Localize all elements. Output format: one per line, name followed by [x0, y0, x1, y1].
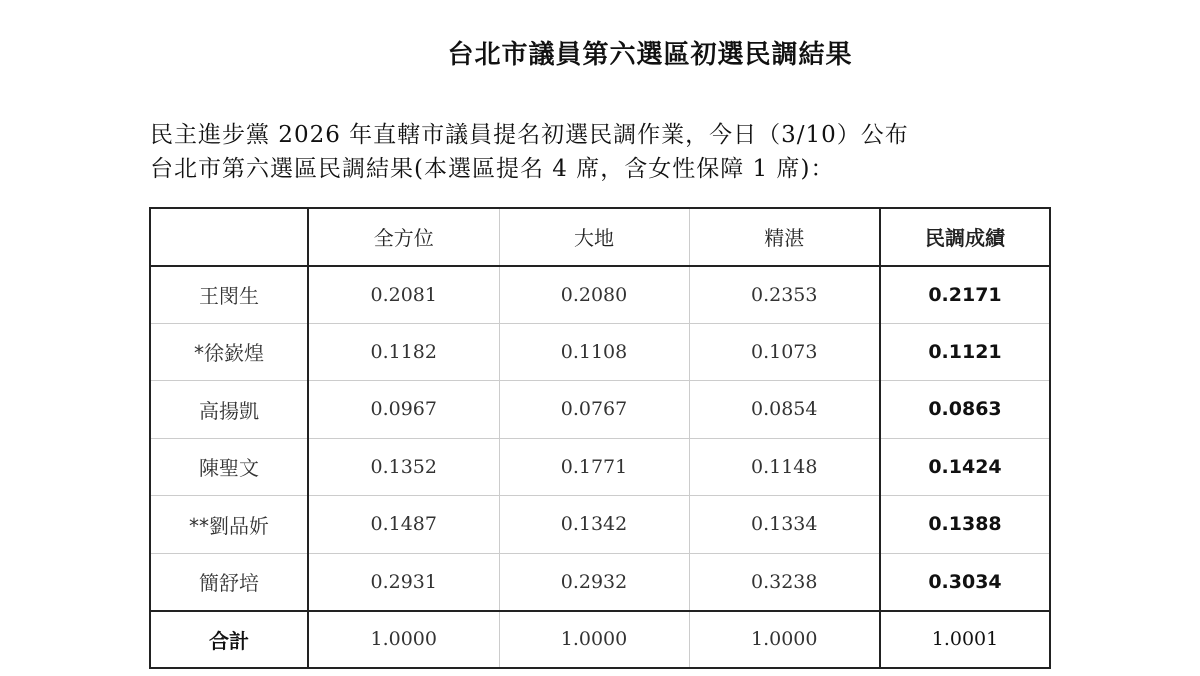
- intro-line-1: 民主進步黨 2026 年直轄市議員提名初選民調作業，今日（3/10）公布: [150, 122, 909, 148]
- candidate-name: *徐嶔煌: [150, 323, 308, 381]
- poll-value: 0.1487: [308, 496, 499, 554]
- candidate-name: 簡舒培: [150, 553, 308, 611]
- poll-score: 0.1388: [880, 496, 1050, 554]
- header-pollster-2: 大地: [499, 208, 689, 266]
- poll-value: 0.1148: [689, 438, 880, 496]
- poll-score: 0.1424: [880, 438, 1050, 496]
- poll-value: 0.2932: [499, 553, 689, 611]
- table-row: [150, 553, 1050, 611]
- poll-value: 0.3238: [689, 553, 880, 611]
- poll-value: 0.1342: [499, 496, 689, 554]
- poll-score: 0.2171: [880, 266, 1050, 324]
- header-candidate: [150, 208, 308, 266]
- header-score: 民調成績: [880, 208, 1050, 266]
- total-label: 合計: [150, 611, 308, 669]
- poll-value: 0.1108: [499, 323, 689, 381]
- total-score: 1.0001: [880, 611, 1050, 669]
- page-title: 台北市議員第六選區初選民調結果: [447, 40, 853, 70]
- poll-score: 0.0863: [880, 381, 1050, 439]
- header-pollster-1: 全方位: [308, 208, 499, 266]
- total-value: 1.0000: [689, 611, 880, 669]
- header-row: [150, 208, 1050, 266]
- table-row: [150, 496, 1050, 554]
- poll-value: 0.1771: [499, 438, 689, 496]
- intro-paragraph: [150, 118, 909, 186]
- poll-value: 0.0767: [499, 381, 689, 439]
- table-row: [150, 323, 1050, 381]
- poll-score: 0.3034: [880, 553, 1050, 611]
- poll-value: 0.1073: [689, 323, 880, 381]
- poll-value: 0.1182: [308, 323, 499, 381]
- poll-value: 0.1352: [308, 438, 499, 496]
- results-table: [149, 207, 1051, 669]
- header-pollster-3: 精湛: [689, 208, 880, 266]
- candidate-name: 王閔生: [150, 266, 308, 324]
- total-value: 1.0000: [499, 611, 689, 669]
- poll-value: 0.2931: [308, 553, 499, 611]
- poll-value: 0.0854: [689, 381, 880, 439]
- poll-score: 0.1121: [880, 323, 1050, 381]
- poll-value: 0.2081: [308, 266, 499, 324]
- candidate-name: **劉品妡: [150, 496, 308, 554]
- poll-value: 0.1334: [689, 496, 880, 554]
- poll-value: 0.2080: [499, 266, 689, 324]
- table-row: [150, 266, 1050, 324]
- candidate-name: 高揚凱: [150, 381, 308, 439]
- poll-value: 0.2353: [689, 266, 880, 324]
- intro-line-2: 台北市第六選區民調結果(本選區提名 4 席，含女性保障 1 席)：: [150, 156, 835, 182]
- table-row: [150, 438, 1050, 496]
- total-row: [150, 611, 1050, 669]
- table-row: [150, 381, 1050, 439]
- poll-value: 0.0967: [308, 381, 499, 439]
- total-value: 1.0000: [308, 611, 499, 669]
- candidate-name: 陳聖文: [150, 438, 308, 496]
